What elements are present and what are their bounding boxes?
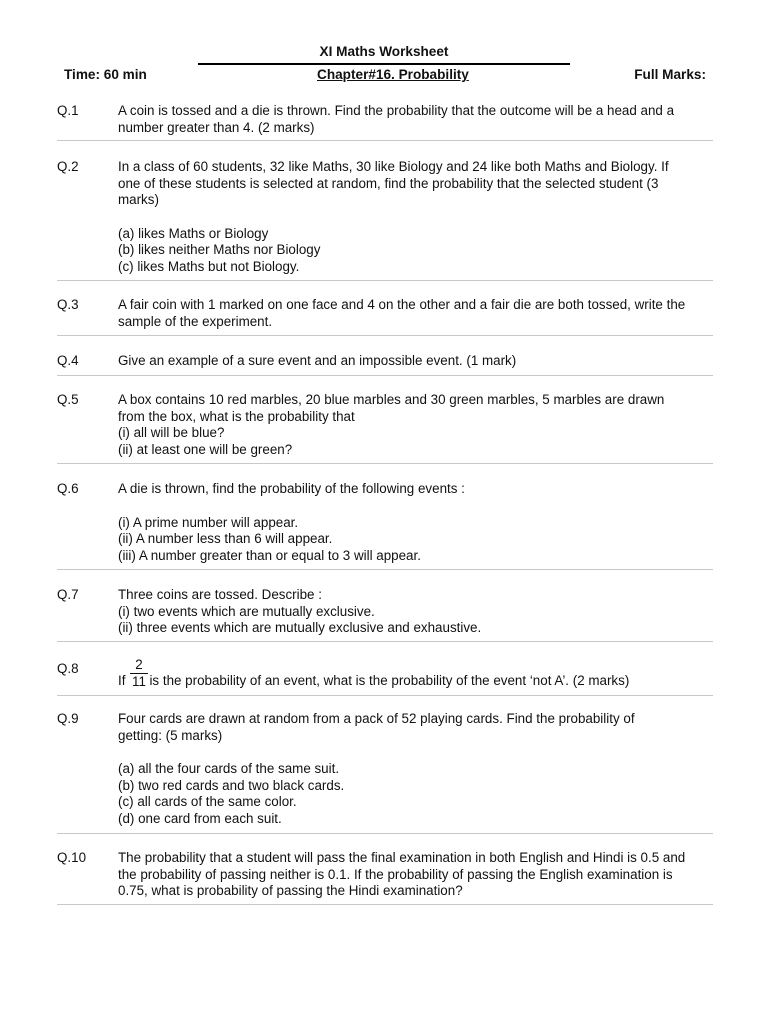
question-line: The probability that a student will pass the final examination in both English and Hindi is 0.5 and [118,850,686,865]
divider [57,463,713,464]
full-marks-label: Full Marks: [634,67,706,82]
question-number: Q.5 [57,392,79,407]
question-number: Q.2 [57,159,79,174]
fraction-numerator: 2 [130,657,148,674]
question-line: A coin is tossed and a die is thrown. Find the probability that the outcome will be a head and a [118,103,675,118]
question-line [118,673,712,690]
question-text [118,481,712,564]
question-part: (i) A prime number will appear. [118,514,299,530]
question-number: Q.4 [57,353,79,368]
question-text [118,392,712,458]
question-part: (iii) A number greater than or equal to 3 will appear. [118,547,421,563]
question-part: (b) two red cards and two black cards. [118,777,345,793]
title-underline [198,63,570,65]
worksheet-title: XI Maths Worksheet [319,44,449,59]
divider [57,375,713,376]
question-line: one of these students is selected at random, find the probability that the selected student (3 [118,175,659,191]
question-line: 0.75, what is probability of passing the Hindi examination? [118,883,463,898]
divider [57,904,713,905]
question-line: (i) all will be blue? [118,425,225,440]
question-line: (ii) three events which are mutually exclusive and exhaustive. [118,620,482,635]
question-line: Four cards are drawn at random from a pack of 52 playing cards. Find the probability of [118,711,635,726]
question-line: sample of the experiment. [118,313,273,329]
question-text [118,103,712,136]
question-text [118,297,712,330]
fraction-denominator: 11 [132,674,146,689]
question-line: number greater than 4. (2 marks) [118,119,315,135]
question-number: Q.8 [57,661,79,676]
divider [57,335,713,336]
time-label: Time: 60 min [64,67,147,82]
question-part: (d) one card from each suit. [118,810,282,826]
question-number: Q.7 [57,587,79,602]
question-part: (a) all the four cards of the same suit. [118,761,340,776]
question-line: Three coins are tossed. Describe : [118,587,322,602]
divider [57,833,713,834]
question-number: Q.3 [57,297,79,312]
question-line: getting: (5 marks) [118,727,223,743]
question-part: (b) likes neither Maths nor Biology [118,242,321,257]
question-text [118,673,712,690]
question-line: A die is thrown, find the probability of the following events : [118,481,465,496]
question-line: (ii) at least one will be green? [118,441,293,457]
question-line: In a class of 60 students, 32 like Maths, 30 like Biology and 24 like both Maths and Biology. If [118,159,669,174]
divider [57,280,713,281]
question-number: Q.9 [57,711,79,726]
question-number: Q.10 [57,850,87,865]
chapter-label: Chapter#16. Probability [317,67,469,82]
question-line: marks) [118,192,159,207]
question-line: the probability of passing neither is 0.1. If the probability of passing the English examination is [118,866,673,882]
question-number: Q.6 [57,481,79,496]
divider [57,569,713,570]
question-text [118,159,712,275]
divider [57,695,713,696]
question-line: (i) two events which are mutually exclusive. [118,603,375,619]
question-line: A fair coin with 1 marked on one face and 4 on the other and a fair die are both tossed, write the [118,297,686,312]
question-line: Give an example of a sure event and an impossible event. (1 mark) [118,353,517,368]
divider [57,140,713,141]
question-line: from the box, what is the probability that [118,408,355,424]
question-number: Q.1 [57,103,79,118]
question-prefix: If [118,673,126,688]
header-info-row [64,67,706,85]
question-text [118,850,712,900]
question-part: (a) likes Maths or Biology [118,225,269,241]
question-text [118,353,712,370]
question-part: (c) likes Maths but not Biology. [118,258,300,274]
question-text [118,711,712,827]
question-text [118,587,712,637]
question-part: (c) all cards of the same color. [118,794,297,809]
divider [57,641,713,642]
question-suffix: is the probability of an event, what is the probability of the event ‘not A’. (2 marks) [149,673,630,688]
question-line: A box contains 10 red marbles, 20 blue marbles and 30 green marbles, 5 marbles are drawn [118,392,665,407]
question-part: (ii) A number less than 6 will appear. [118,531,333,546]
